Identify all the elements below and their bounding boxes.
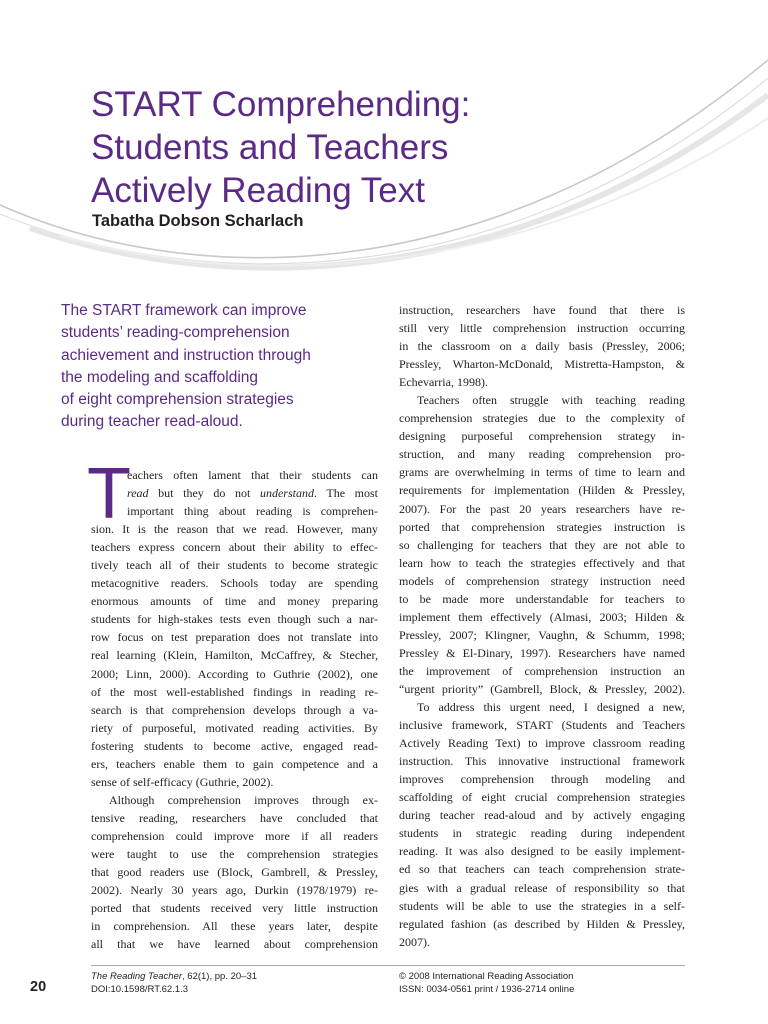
- body-text-line: read but they do not understand. The most: [127, 486, 378, 501]
- citation-line: [91, 971, 257, 984]
- body-text-line: riety of purposeful, motivated reading activities. By: [91, 720, 378, 735]
- body-text-line: Although comprehension improves through ex-: [109, 792, 378, 807]
- body-text-line: real learning (Klein, Hamilton, McCaffrey, & Stecher,: [91, 648, 378, 663]
- body-text-line: 2002). Nearly 30 years ago, Durkin (1978/1979) re-: [91, 883, 378, 898]
- body-column-right: [399, 301, 685, 951]
- body-text-line: tensive reading, researchers have concluded that: [91, 810, 378, 825]
- body-text-line: Pressley & El-Dinary, 1997). Researchers have named: [399, 645, 685, 660]
- body-text-line: students in strategic reading during independent: [399, 826, 685, 841]
- body-text-line: struction, and many reading comprehension pro-: [399, 447, 685, 462]
- body-text-line: to be made more understandable for teachers to: [399, 591, 685, 606]
- body-text-line: To address this urgent need, I designed a new,: [417, 700, 685, 715]
- body-text-line: tively teach all of their students to become strategic: [91, 558, 378, 573]
- title-line: START Comprehending:: [91, 85, 471, 124]
- body-text-line: 2007). For the past 20 years researchers have re-: [399, 501, 685, 516]
- body-text-line: still very little comprehension instruction occurring: [399, 321, 685, 336]
- body-text-line: important thing about reading is comprehen-: [127, 504, 378, 519]
- body-text-line: Echevarria, 1998).: [399, 375, 488, 390]
- abstract-line: The START framework can improve: [61, 302, 307, 319]
- abstract-line: students’ reading-comprehension: [61, 324, 290, 342]
- body-text-line: sense of self-efficacy (Guthrie, 2002).: [91, 774, 274, 789]
- footer-copyright: [399, 971, 574, 996]
- body-text-line: “urgent priority” (Gambrell, Block, & Pressley, 2002).: [399, 681, 685, 696]
- page-number: 20: [30, 979, 47, 995]
- abstract-pull-quote: [61, 300, 361, 434]
- body-text-line: instruction, researchers have found that there is: [399, 303, 685, 317]
- body-text-line: ported that comprehension strategies instruction is: [399, 519, 685, 534]
- abstract-line: achievement and instruction through: [61, 346, 311, 364]
- body-text-line: 2007).: [399, 934, 430, 949]
- body-text-line: gies with a gradual release of responsibility so that: [399, 880, 685, 895]
- abstract-line: during teacher read-aloud.: [61, 413, 243, 431]
- body-text-line: Teachers often struggle with teaching reading: [417, 393, 685, 408]
- body-text-line: grams are overwhelming in terms of time to learn and: [399, 465, 685, 480]
- footer-divider: [91, 965, 685, 966]
- body-text-line: fostering students to become active, engaged read-: [91, 738, 378, 753]
- body-text-line: that good readers use (Block, Gambrell, & Pressley,: [91, 865, 378, 880]
- body-text-line: reading. It was also designed to be easily implement-: [399, 844, 685, 859]
- body-text-line: improves comprehension through modeling and: [399, 772, 685, 787]
- body-text-line: requirements for implementation (Hilden & Pressley,: [399, 483, 685, 498]
- footer-citation: [91, 971, 257, 996]
- body-text-line: comprehension strategies due to the complexity of: [399, 411, 685, 426]
- drop-cap: T: [87, 454, 131, 534]
- abstract-line: of eight comprehension strategies: [61, 391, 294, 409]
- body-text-line: designing purposeful comprehension strategy in-: [399, 429, 685, 444]
- body-text-line: students for high-stakes tests even though such a nar-: [91, 612, 378, 627]
- body-text-line: scaffolding of eight crucial comprehension strategies: [399, 790, 685, 805]
- title-line: Actively Reading Text: [91, 171, 425, 210]
- body-text-line: all that we have learned about comprehension: [91, 937, 378, 952]
- body-text-line: sion. It is the reason that we read. However, many: [91, 522, 378, 537]
- body-text-line: models of comprehension strategy instruction need: [399, 573, 685, 588]
- author-name: Tabatha Dobson Scharlach: [92, 212, 304, 230]
- body-text-line: ported that students received very little instruction: [91, 901, 378, 916]
- body-text-line: eachers often lament that their students can: [127, 468, 378, 482]
- body-text-line: 2000; Linn, 2000). According to Guthrie (2002), one: [91, 666, 378, 681]
- body-text-line: metacognitive readers. Schools today are spending: [91, 576, 378, 591]
- body-text-line: in comprehension. All these years later, despite: [91, 919, 378, 934]
- body-text-line: Pressley, 2007; Klingner, Vaughn, & Schumm, 1998;: [399, 627, 685, 642]
- issn: ISSN: 0034-0561 print / 1936-2714 online: [399, 983, 575, 995]
- body-text-line: regulated fashion (as described by Hilden & Pressley,: [399, 916, 685, 931]
- body-text-line: Pressley, Wharton-McDonald, Mistretta-Hampston, &: [399, 357, 685, 372]
- body-text-line: ed so that teachers can teach comprehension strate-: [399, 862, 685, 877]
- body-text-line: comprehension could improve more if all readers: [91, 828, 378, 843]
- copyright-notice: © 2008 International Reading Association: [399, 971, 574, 982]
- title-line: Students and Teachers: [91, 128, 449, 167]
- body-text-line: of the most well-established findings in reading re-: [91, 684, 378, 699]
- abstract-line: the modeling and scaffolding: [61, 368, 259, 386]
- body-text-line: instruction. This innovative instructional framework: [399, 754, 685, 769]
- article-title: [91, 83, 651, 212]
- body-text-line: in the classroom on a daily basis (Pressley, 2006;: [399, 339, 685, 354]
- body-text-line: enormous amounts of time and money preparing: [91, 594, 378, 609]
- body-text-line: row focus on test preparation does not translate into: [91, 630, 378, 645]
- body-text-line: students will be able to use the strategies in a self-: [399, 898, 685, 913]
- body-column-left: [91, 466, 378, 953]
- body-text-line: learn how to teach the strategies effectively and that: [399, 555, 685, 570]
- journal-name: The Reading Teacher: [91, 971, 183, 982]
- body-text-line: teachers express concern about their ability to effec-: [91, 540, 378, 555]
- body-text-line: implement them effectively (Almasi, 2003; Hilden &: [399, 609, 685, 624]
- body-text-line: ers, teachers enable them to gain competence and a: [91, 756, 378, 771]
- body-text-line: search is that comprehension develops through a va-: [91, 702, 378, 717]
- body-text-line: inclusive framework, START (Students and Teachers: [399, 718, 685, 733]
- citation-volume-pages: , 62(1), pp. 20–31: [182, 971, 258, 982]
- body-text-line: Actively Reading Text) to improve classroom reading: [399, 736, 685, 751]
- doi: DOI:10.1598/RT.62.1.3: [91, 983, 188, 995]
- body-text-line: the improvement of comprehension instruction an: [399, 663, 685, 678]
- body-text-line: during teacher read-aloud and by actively engaging: [399, 808, 685, 823]
- body-text-line: were taught to use the comprehension strategies: [91, 846, 378, 861]
- body-text-line: so challenging for teachers that they are not able to: [399, 537, 685, 552]
